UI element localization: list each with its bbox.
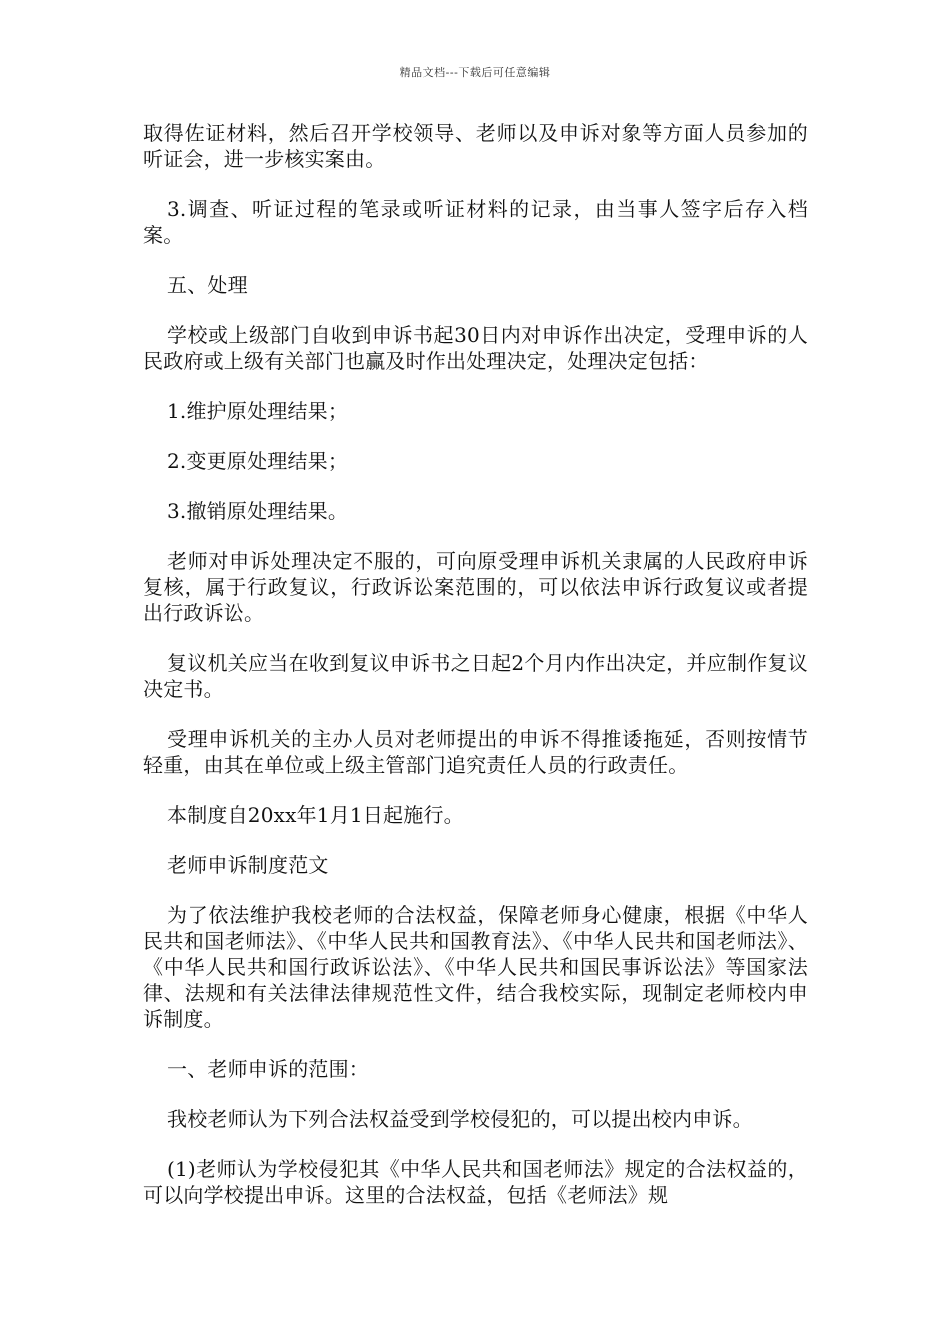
paragraph-effective-date: 本制度自20xx年1月1日起施行。: [167, 803, 464, 827]
list-item-revoke: 3.撤销原处理结果。: [167, 499, 349, 523]
paragraph-decision-deadline: 学校或上级部门自收到申诉书起30日内对申诉作出决定，受理申诉的人民政府或上级有关部门也赢及时作出处理决定，处理决定包括：: [143, 323, 808, 373]
section-heading-scope: 一、老师申诉的范围：: [167, 1057, 369, 1081]
paragraph-scope-intro: 我校老师认为下列合法权益受到学校侵犯的，可以提出校内申诉。: [167, 1107, 753, 1131]
paragraph-review-appeal: 老师对申诉处理决定不服的，可向原受理申诉机关隶属的人民政府申诉复核，属于行政复议，行政诉讼案范围的，可以依法申诉行政复议或者提出行政诉讼。: [143, 549, 808, 625]
list-item-maintain: 1.维护原处理结果；: [167, 399, 349, 423]
section-heading-handling: 五、处理: [167, 273, 248, 297]
document-body: [143, 120, 808, 1232]
paragraph-preamble: 为了依法维护我校老师的合法权益，保障老师身心健康，根据《中华人民共和国老师法》、《中华人民共和国教育法》、《中华人民共和国老师法》、《中华人民共和国行政诉讼法》、《中华人民共和国民事诉讼法》等国家法律、法规和有关法律法律规范性文件，结合我校实际，现制定老师校内申诉制度。: [143, 903, 808, 1031]
paragraph-scope-item-1: (1)老师认为学校侵犯其《中华人民共和国老师法》规定的合法权益的，可以向学校提出申诉。这里的合法权益，包括《老师法》规: [143, 1157, 808, 1207]
document-subtitle: 老师申诉制度范文: [167, 853, 329, 877]
page-header: 精品文档---下载后可任意编辑: [399, 66, 551, 79]
list-item-change: 2.变更原处理结果；: [167, 449, 349, 473]
paragraph-item-3-record: 3.调查、听证过程的笔录或听证材料的记录，由当事人签字后存入档案。: [143, 197, 808, 247]
paragraph-continuation: 取得佐证材料，然后召开学校领导、老师以及申诉对象等方面人员参加的听证会，进一步核实案由。: [143, 121, 808, 171]
paragraph-review-deadline: 复议机关应当在收到复议申诉书之日起2个月内作出决定，并应制作复议决定书。: [143, 651, 808, 701]
paragraph-responsibility: 受理申诉机关的主办人员对老师提出的申诉不得推诿拖延，否则按情节轻重，由其在单位或上级主管部门追究责任人员的行政责任。: [143, 727, 808, 777]
